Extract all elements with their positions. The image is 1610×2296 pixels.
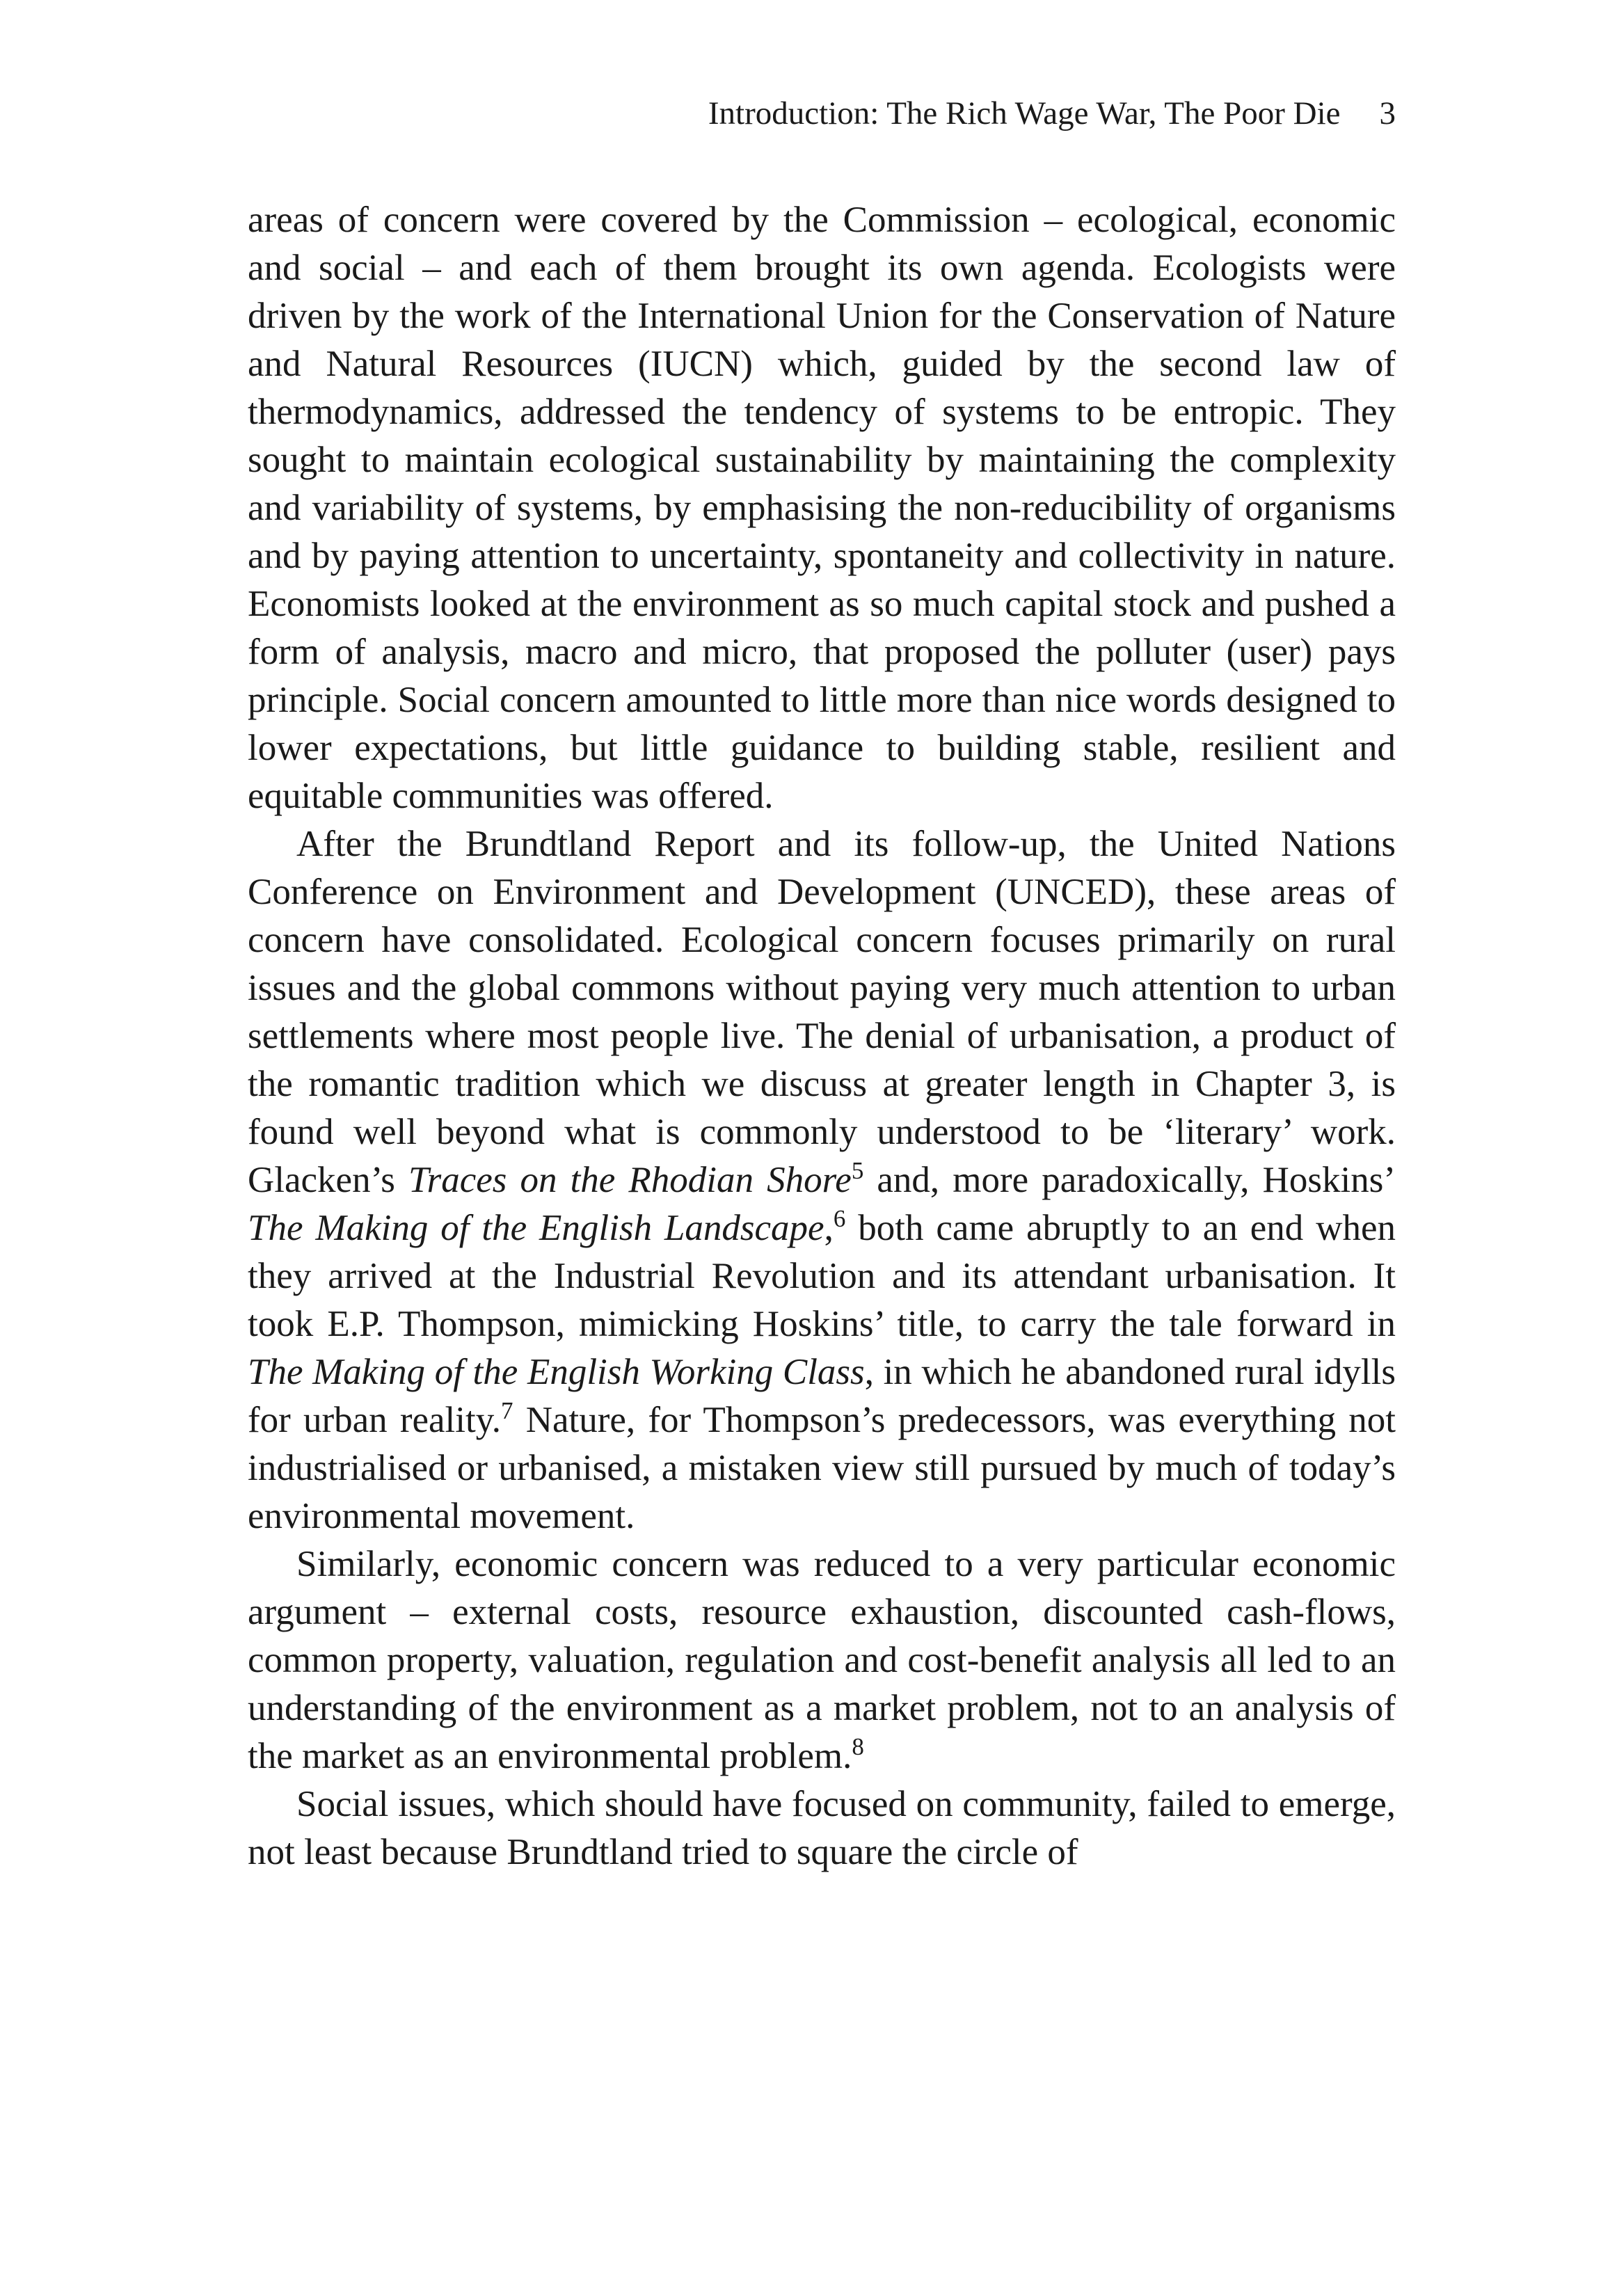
text-run: Nature, for Thompson’s predecessors, was everything not industrialised or urbanised, a mistaken view still pursued by much of today’s environmental movement. — [248, 1400, 1396, 1536]
italic-title: Traces on the Rhodian Shore — [408, 1160, 852, 1200]
paragraph-2 — [248, 820, 1396, 1540]
text-run: After the Brundtland Report and its follow-up, the United Nations Conference on Environment and Development (UNCED), these areas of concern have consolidated. Ecological concern focuses primarily on rural issues and the global commons without paying very much attention to urban settlements where most people live. The denial of urbanisation, a product of the romantic tradition which we discuss at greater length in Chapter 3, is found well beyond what is commonly understood to be ‘literary’ work. Glacken’s — [248, 824, 1396, 1200]
italic-title: The Making of the English Working Class — [248, 1352, 865, 1392]
running-title: Introduction: The Rich Wage War, The Poor Die — [708, 95, 1341, 131]
paragraph-4 — [248, 1780, 1396, 1876]
footnote-ref: 7 — [501, 1396, 513, 1424]
running-header — [248, 89, 1396, 138]
text-run: and, more paradoxically, Hoskins’ — [863, 1160, 1396, 1200]
text-run: both came abruptly to an end when they arrived at the Industrial Revolution and its attendant urbanisation. It took E.P. Thompson, mimicking Hoskins’ title, to carry the tale forward in — [248, 1208, 1396, 1344]
footnote-ref: 6 — [833, 1204, 846, 1232]
footnote-ref: 5 — [851, 1156, 864, 1184]
italic-title: The Making of the English Landscape — [248, 1208, 824, 1248]
page-number: 3 — [1379, 95, 1396, 131]
paragraph-1 — [248, 196, 1396, 820]
footnote-ref: 8 — [852, 1732, 864, 1760]
text-run: , — [824, 1208, 834, 1248]
paragraph-3 — [248, 1540, 1396, 1780]
text-run: , in which he abandoned rural idylls for urban reality. — [248, 1352, 1396, 1440]
text-run: Social issues, which should have focused on community, failed to emerge, not least because Brundtland tried to square the circle of — [248, 1784, 1396, 1872]
text-run: Similarly, economic concern was reduced to a very particular economic argument – external costs, resource exhaustion, discounted cash-flows, common property, valuation, regulation and cost-benefit analysis all led to an understanding of the environment as a market problem, not to an analysis of the market as an environmental problem. — [248, 1544, 1396, 1776]
body-text — [248, 196, 1396, 1876]
text-run: areas of concern were covered by the Commission – ecological, economic and social – and each of them brought its own agenda. Ecologists were driven by the work of the International Union for the Conservation of Nature and Natural Resources (IUCN) which, guided by the second law of thermodynamics, addressed the tendency of systems to be entropic. They sought to maintain ecological sustainability by maintaining the complexity and variability of systems, by emphasising the non-reducibility of organisms and by paying attention to uncertainty, spontaneity and collectivity in nature. Economists looked at the environment as so much capital stock and pushed a form of analysis, macro and micro, that proposed the polluter (user) pays principle. Social concern amounted to little more than nice words designed to lower expectations, but little guidance to building stable, resilient and equitable communities was offered. — [248, 200, 1396, 816]
